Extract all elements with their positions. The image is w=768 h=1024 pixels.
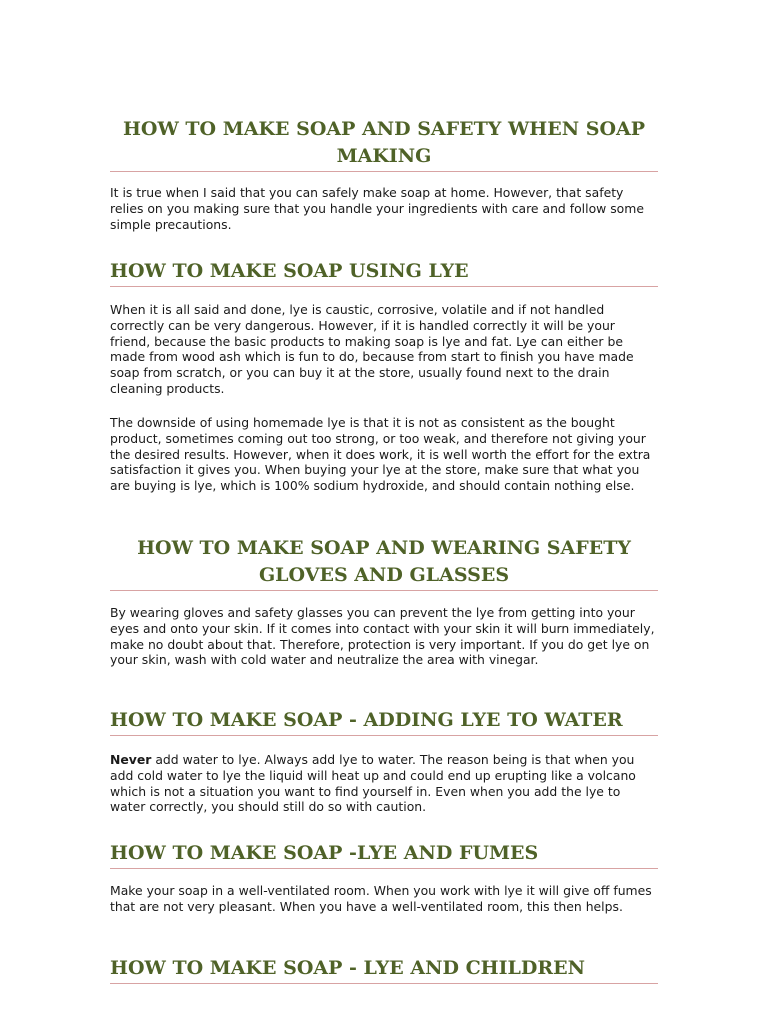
- gloves-glasses-paragraph: By wearing gloves and safety glasses you can prevent the lye from getting into your eyes and onto your skin. If it comes into contact with your skin it will burn immediately, make no doubt about that. Therefore, protection is very important. If you do get lye on your skin, wash with cold water and neutralize the area with vinegar.: [110, 605, 655, 668]
- adding-lye-paragraph: [110, 752, 658, 815]
- section-heading-lye-and-children: HOW TO MAKE SOAP - LYE AND CHILDREN: [110, 955, 658, 984]
- section-heading-lye-and-fumes: HOW TO MAKE SOAP -LYE AND FUMES: [110, 840, 658, 869]
- lye-fumes-paragraph: Make your soap in a well-ventilated room. When you work with lye it will give off fumes that are not very pleasant. When you have a well-ventilated room, this then helps.: [110, 883, 652, 914]
- using-lye-paragraph-2: The downside of using homemade lye is that it is not as consistent as the bought product, sometimes coming out too strong, or too weak, and therefore not giving your the desired results. However, when it does work, it is well worth the effort for the extra satisfaction it gives you. When buying your lye at the store, make sure that what you are buying is lye, which is 100% sodium hydroxide, and should contain nothing else.: [110, 415, 651, 494]
- section-heading-using-lye: HOW TO MAKE SOAP USING LYE: [110, 258, 658, 287]
- adding-lye-paragraph-text: add water to lye. Always add lye to water. The reason being is that when you add cold water to lye the liquid will heat up and could end up erupting like a volcano which is not a situation you want to find yourself in. Even when you add the lye to water correctly, you should still do so with caution.: [110, 752, 636, 815]
- intro-paragraph: It is true when I said that you can safely make soap at home. However, that safety relies on you making sure that you handle your ingredients with care and follow some simple precautions.: [110, 185, 644, 232]
- section-heading-gloves-glasses: HOW TO MAKE SOAP AND WEARING SAFETY GLOVES AND GLASSES: [110, 535, 658, 591]
- using-lye-paragraph-1: When it is all said and done, lye is caustic, corrosive, volatile and if not handled correctly can be very dangerous. However, if it is handled correctly it will be your friend, because the basic products to making soap is lye and fat. Lye can either be made from wood ash which is fun to do, because from start to finish you have made soap from scratch, or you can buy it at the store, usually found next to the drain cleaning products.: [110, 302, 634, 396]
- section-heading-adding-lye-to-water: HOW TO MAKE SOAP - ADDING LYE TO WATER: [110, 707, 658, 736]
- never-bold-lead: Never: [110, 752, 152, 767]
- document-title: HOW TO MAKE SOAP AND SAFETY WHEN SOAP MAKING: [110, 116, 658, 172]
